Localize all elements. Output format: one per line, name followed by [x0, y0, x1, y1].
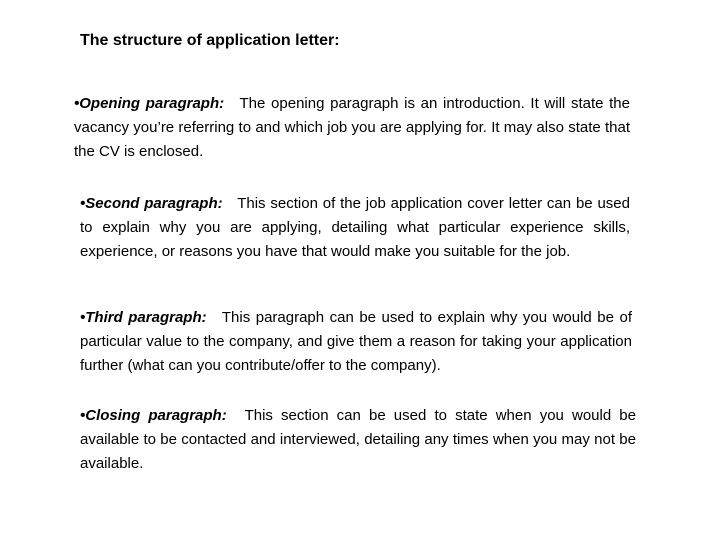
third-paragraph-label: •Third paragraph: [80, 309, 207, 326]
opening-paragraph-text: The opening paragraph is an introduction. It will state the vacancy you’re referring to and which job you are applying for. It may also state that the CV is enclosed. [74, 95, 630, 160]
opening-paragraph [74, 92, 630, 164]
second-paragraph [80, 192, 630, 264]
third-paragraph-text: This paragraph can be used to explain why you would be of particular value to the company, and give them a reason for taking your application further (what can you contribute/offer to the company). [80, 309, 632, 374]
closing-paragraph-text: This section can be used to state when you would be available to be contacted and interviewed, detailing any times when you may not be available. [80, 407, 636, 472]
second-paragraph-text: This section of the job application cover letter can be used to explain why you are applying, detailing what particular experience skills, experience, or reasons you have that would make you suitable for the job. [80, 195, 630, 260]
closing-paragraph [80, 404, 636, 476]
closing-paragraph-label: •Closing paragraph: [80, 407, 227, 424]
opening-paragraph-label: •Opening paragraph: [74, 95, 225, 112]
third-paragraph [80, 306, 632, 378]
second-paragraph-label: •Second paragraph: [80, 195, 223, 212]
slide-title: The structure of application letter: [80, 32, 340, 49]
